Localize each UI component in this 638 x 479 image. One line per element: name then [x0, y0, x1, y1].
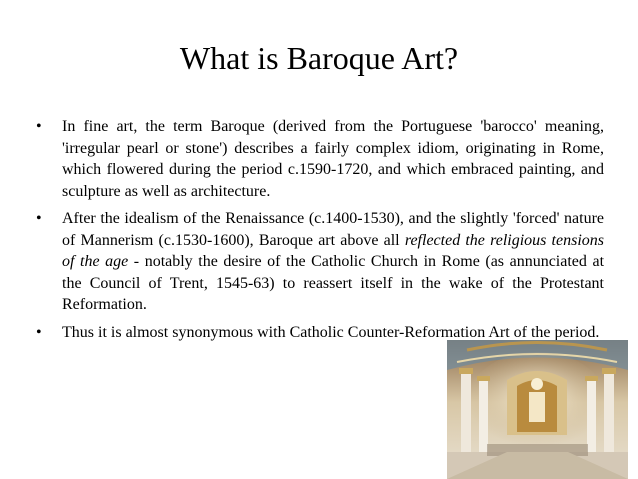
- bullet-marker: •: [36, 118, 42, 135]
- bullet-marker: •: [36, 210, 42, 227]
- bullet-list: [36, 116, 604, 349]
- bullet-marker: •: [36, 323, 42, 341]
- bullet-text: In fine art, the term Baroque (derived from the Portuguese 'barocco' meaning, 'irregular pearl or stone') describes a fairly complex idiom, originating in Rome, which flowered during the period c.1590-1720, and which embraced painting, and sculpture as well as architecture.: [62, 118, 604, 200]
- bullet-item: [36, 208, 604, 316]
- church-interior-illustration: [447, 340, 628, 479]
- slide-title: What is Baroque Art?: [179, 40, 459, 76]
- bullet-text-before: After the idealism of the Renaissance (c.1400-1530), and the slightly 'forced' nature of Mannerism (c.1530-1600), Baroque art above all: [62, 210, 604, 249]
- baroque-church-image: [447, 340, 628, 479]
- bullet-text-emphasis: reflected the religious tensions of the age: [62, 231, 605, 270]
- bullet-text: Thus it is almost synonymous with Catholic Counter-Reformation Art of the period.: [62, 323, 600, 341]
- bullet-text-after: - notably the desire of the Catholic Church in Rome (as annunciated at the Council of Trent, 1545-63) to reassert itself in the wake of the Protestant Reformation.: [62, 253, 605, 313]
- bullet-item: [36, 116, 604, 202]
